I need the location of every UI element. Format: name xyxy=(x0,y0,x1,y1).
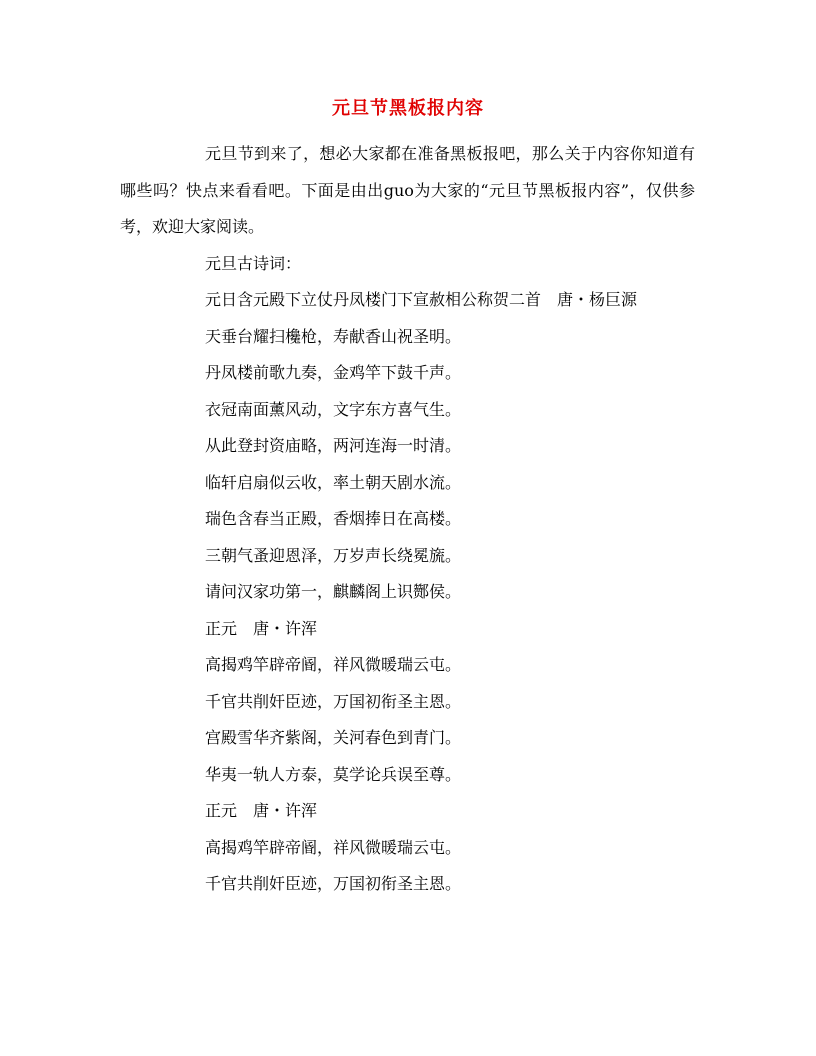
intro-paragraph: 元旦节到来了，想必大家都在准备黑板报吧，那么关于内容你知道有哪些吗？快点来看看吧。下面是由出guo为大家的“元旦节黑板报内容”，仅供参考，欢迎大家阅读。 xyxy=(120,144,695,236)
poem1-line: 丹凤楼前歌九奏，金鸡竿下鼓千声。 xyxy=(205,363,462,382)
poem2-line: 千官共削奸臣迹，万国初衔圣主恩。 xyxy=(205,691,462,711)
poem1-line: 从此登封资庙略，两河连海一时清。 xyxy=(205,436,462,455)
poem1-line: 衣冠南面薰风动，文字东方喜气生。 xyxy=(205,399,462,419)
poem3-line: 高揭鸡竿辟帝阍，祥风微暖瑞云屯。 xyxy=(205,837,462,857)
poem1-line: 请问汉家功第一，麒麟阁上识酂侯。 xyxy=(205,582,462,601)
poem1-line: 三朝气蚤迎恩泽，万岁声长绕冕旒。 xyxy=(205,545,462,565)
poem2-title: 正元 唐・许浑 xyxy=(205,618,318,638)
section-heading: 元旦古诗词： xyxy=(205,253,302,273)
poem1-line: 临轩启扇似云收，率土朝天剧水流。 xyxy=(205,472,462,492)
poem3-line: 千官共削奸臣迹，万国初衔圣主恩。 xyxy=(205,874,462,893)
document-title: 元旦节黑板报内容 xyxy=(332,98,484,119)
poem2-line: 高揭鸡竿辟帝阍，祥风微暖瑞云屯。 xyxy=(205,655,462,674)
poem1-title: 元日含元殿下立仗丹凤楼门下宣赦相公称贺二首 唐・杨巨源 xyxy=(205,290,638,309)
poem1-line: 天垂台耀扫欃枪，寿献香山祝圣明。 xyxy=(205,326,462,346)
poem2-line: 华夷一轨人方泰，莫学论兵误至尊。 xyxy=(205,764,462,784)
poem3-title: 正元 唐・许浑 xyxy=(205,801,318,820)
document-body xyxy=(120,136,695,903)
poem2-line: 宫殿雪华齐紫阁，关河春色到青门。 xyxy=(205,728,462,747)
poem1-line: 瑞色含春当正殿，香烟捧日在高楼。 xyxy=(205,509,462,528)
